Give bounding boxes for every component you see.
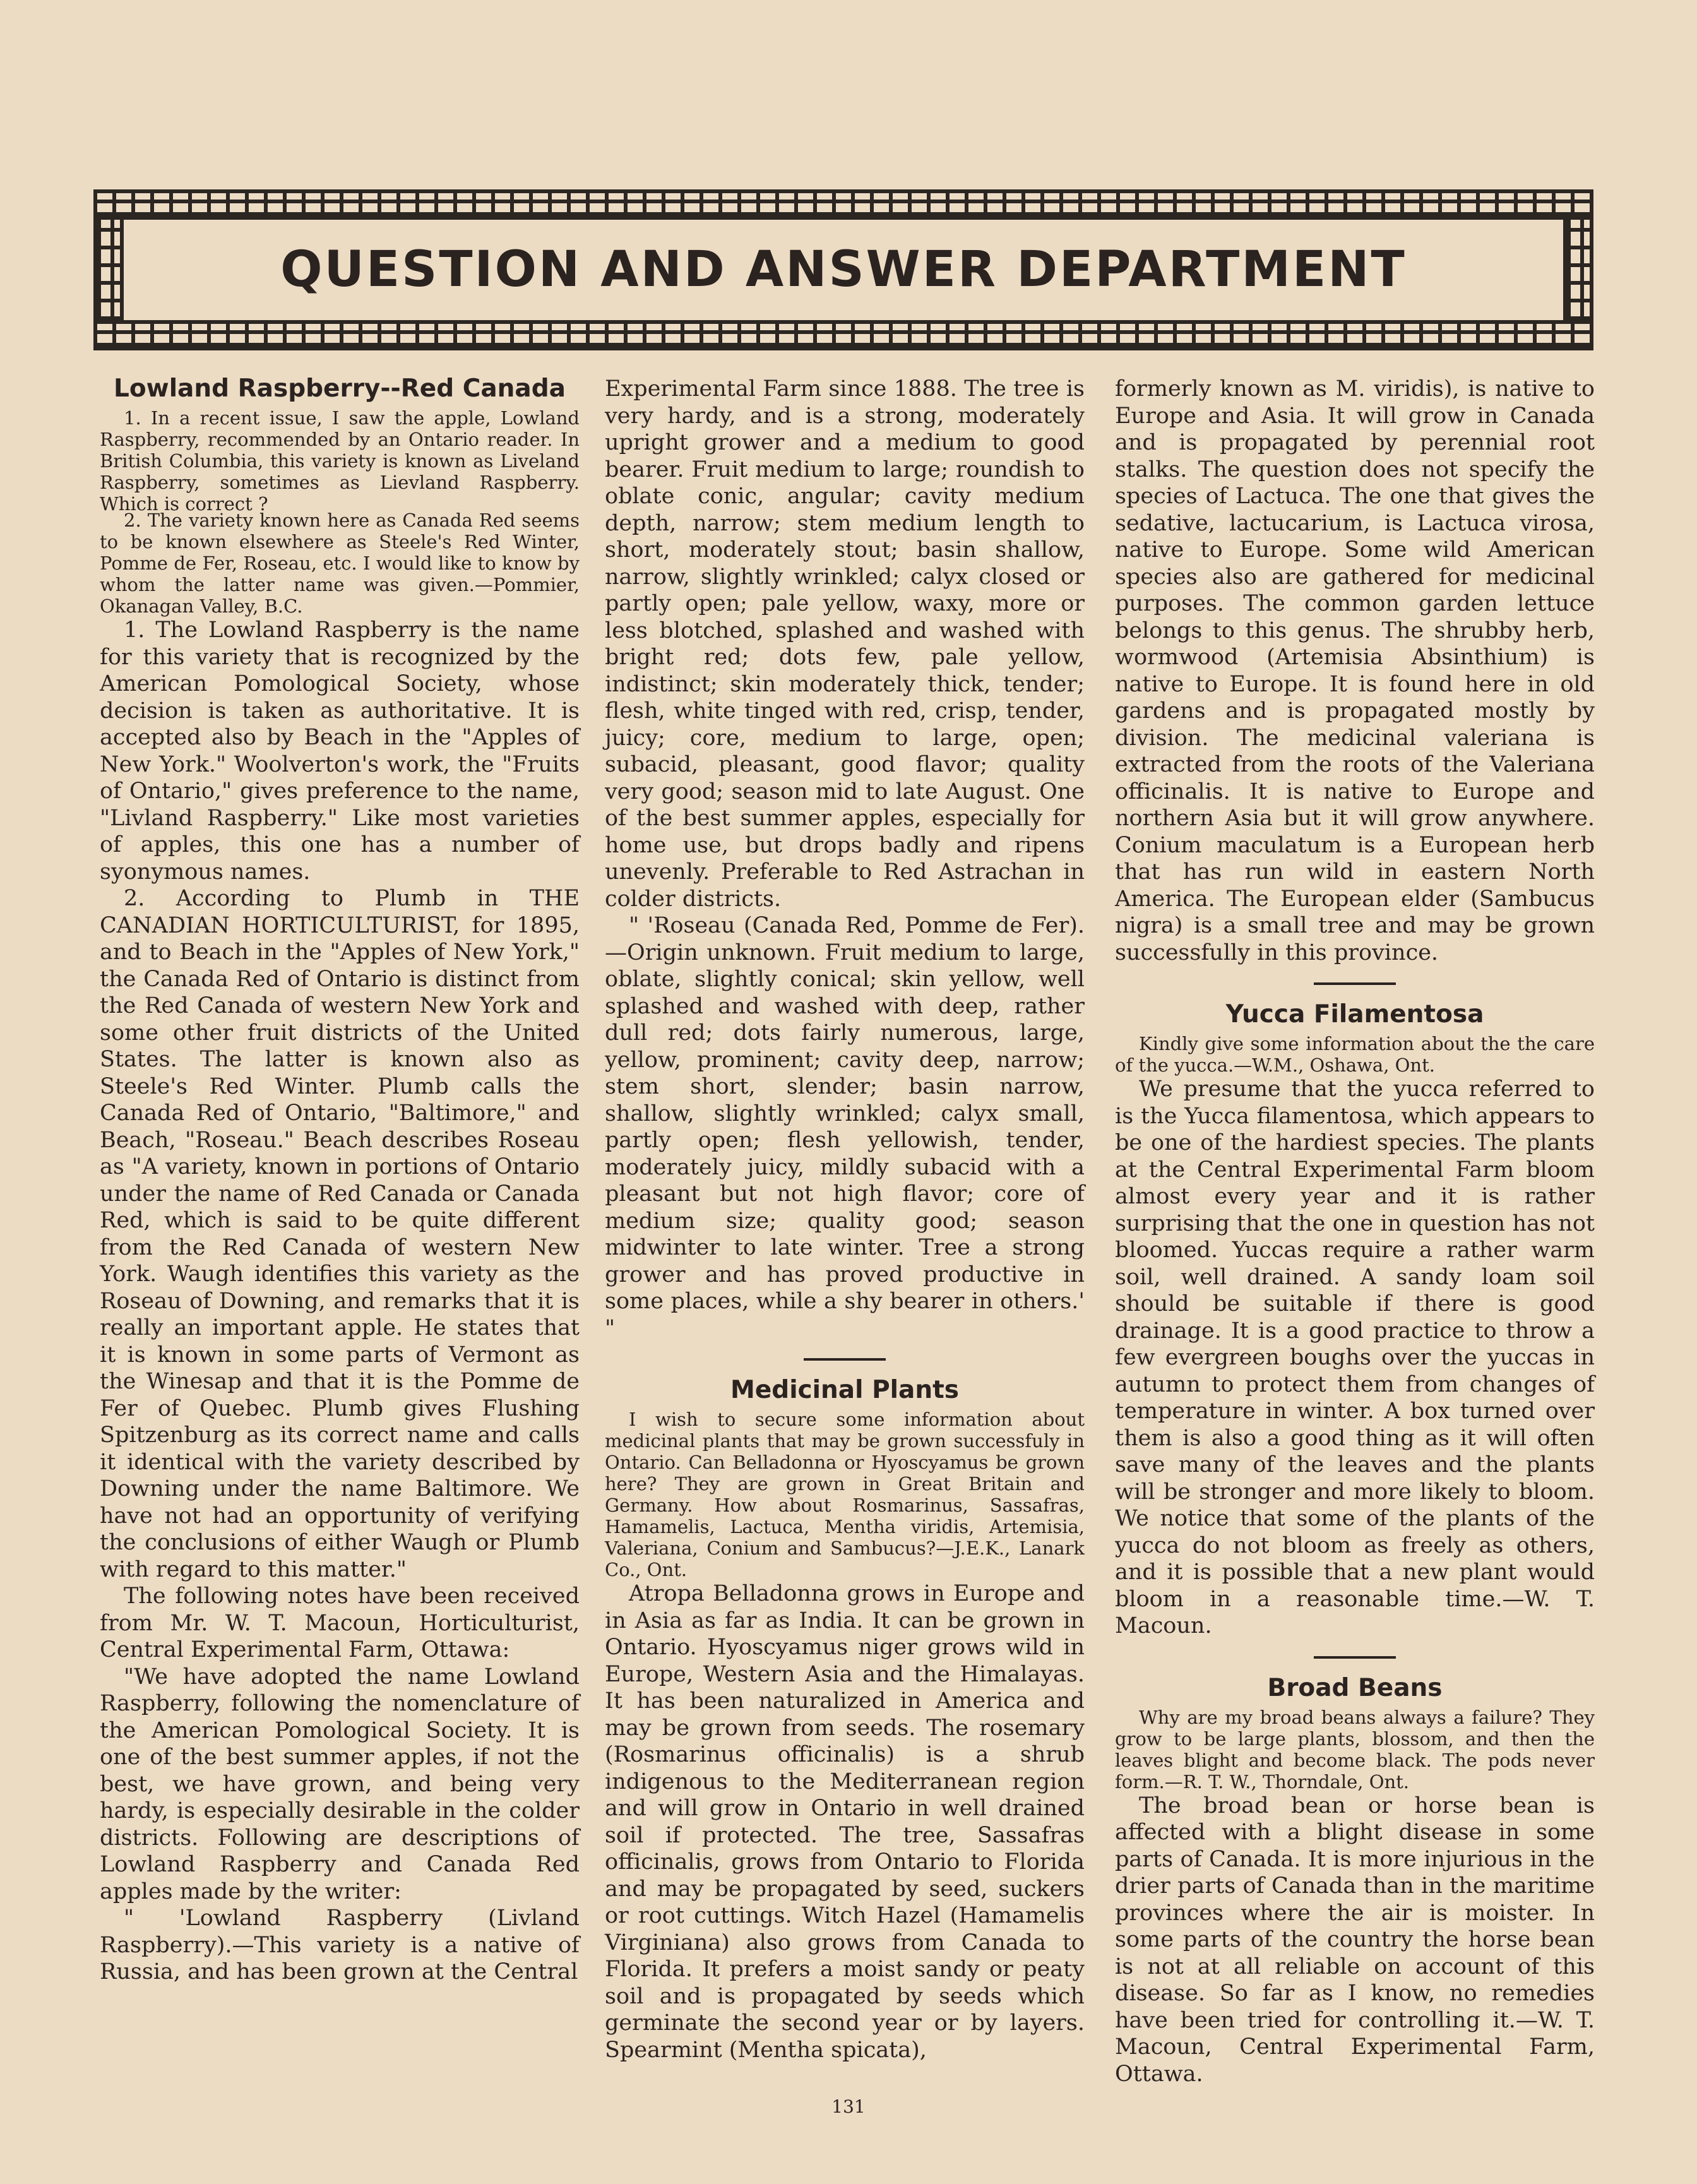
- answer-paragraph: " 'Lowland Raspberry (Livland Raspberry).—This variety is a native of Russia, and has been grown at the Central: [100, 1906, 580, 1984]
- answer-paragraph: "We have adopted the name Lowland Raspberry, following the nomenclature of the American Pomological Society. It is one of the best summer apples, if not the best, we have grown, and being very hardy, is especially desirable in the colder districts. Following are descriptions of Lowland Raspberry and Canada Red apples made by the writer:: [100, 1664, 580, 1904]
- reader-question-1: 1. In a recent issue, I saw the apple, Lowland Raspberry, recommended by an Ontario reader. In British Columbia, this variety is known as Liveland Raspberry, sometimes as Lievland Raspberry. Which is correct ?: [100, 407, 580, 515]
- section-heading-medicinal-plants: Medicinal Plants: [730, 1376, 959, 1404]
- reader-question: Why are my broad beans always a failure? They grow to be large plants, blossom, and then the leaves blight and become black. The pods never form.—R. T. W., Thorndale, Ont.: [1115, 1706, 1595, 1793]
- answer-paragraph: Experimental Farm since 1888. The tree is very hardy, and is a strong, moderately upright grower and a medium to good bearer. Fruit medium to large; roundish to oblate conic, angular; cavity medium depth, narrow; stem medium length to short, moderately stout; basin shallow, narrow, slightly wrinkled; calyx closed or partly open; pale yellow, waxy, more or less blotched, splashed and washed with bright red; dots few, pale yellow, indistinct; skin moderately thick, tender; flesh, white tinged with red, crisp, tender, juicy; core, medium to large, open; subacid, pleasant, good flavor; quality very good; season mid to late August. One of the best summer apples, especially for home use, but drops badly and ripens unevenly. Preferable to Red Astrachan in colder districts.: [605, 376, 1085, 912]
- answer-paragraph: We presume that the yucca referred to is the Yucca filamentosa, which appears to be one of the hardiest species. The plants at the Central Experimental Farm bloom almost every year and it is rather surprising that the one in question has not bloomed. Yuccas require a rather warm soil, well drained. A sandy loam soil should be suitable if there is good drainage. It is a good practice to throw a few evergreen boughs over the yuccas in autumn to protect them from changes of temperature in winter. A box turned over them is also a good thing as it will often save many of the leaves and the plants will be stronger and more likely to bloom. We notice that some of the plants of the yucca do not bloom as freely as others, and it is possible that a new plant would bloom in a reasonable time.—W. T. Macoun.: [1115, 1077, 1595, 1638]
- section-heading-lowland-raspberry: Lowland Raspberry--Red Canada: [114, 374, 566, 403]
- section-divider: [804, 1358, 886, 1361]
- column-2: [605, 376, 1085, 2063]
- column-3: [1115, 376, 1595, 2087]
- column-1: [100, 376, 580, 1986]
- section-heading-broad-beans: Broad Beans: [1267, 1673, 1443, 1702]
- fret-border-top: [93, 189, 1593, 220]
- section-divider: [1314, 1656, 1396, 1659]
- reader-question-2: 2. The variety known here as Canada Red seems to be known elsewhere as Steele's Red Winter, Pomme de Fer, Roseau, etc. I would like to know by whom the latter name was given.—Pommier, Okanagan Valley, B.C.: [100, 510, 580, 617]
- department-banner: [93, 189, 1593, 350]
- answer-paragraph: Atropa Belladonna grows in Europe and in Asia as far as India. It can be grown in Ontario. Hyoscyamus niger grows wild in Europe, Western Asia and the Himalayas. It has been naturalized in America and may be grown from seeds. The rosemary (Rosmarinus officinalis) is a shrub indigenous to the Mediterranean region and will grow in Ontario in well drained soil if protected. The tree, Sassafras officinalis, grows from Ontario to Florida and may be propagated by seed, suckers or root cuttings. Witch Hazel (Hamamelis Virginiana) also grows from Canada to Florida. It prefers a moist sandy or peaty soil and is propagated by seeds which germinate the second year or by layers. Spearmint (Mentha spicata),: [605, 1581, 1085, 2063]
- answer-paragraph: formerly known as M. viridis), is native to Europe and Asia. It will grow in Canada and is propagated by perennial root stalks. The question does not specify the species of Lactuca. The one that gives the sedative, lactucarium, is Lactuca virosa, native to Europe. Some wild American species also are gathered for medicinal purposes. The common garden lettuce belongs to this genus. The shrubby herb, wormwood (Artemisia Absinthium) is native to Europe. It is found here in old gardens and is propagated mostly by division. The medicinal valeriana is extracted from the roots of the Valeriana officinalis. It is native to Europe and northern Asia but it will grow anywhere. Conium maculatum is a European herb that has run wild in eastern North America. The European elder (Sambucus nigra) is a small tree and may be grown successfully in this province.: [1115, 376, 1595, 965]
- section-divider: [1314, 982, 1396, 985]
- department-title: QUESTION AND ANSWER DEPARTMENT: [280, 241, 1407, 298]
- answer-paragraph: 2. According to Plumb in THE CANADIAN HORTICULTURIST, for 1895, and to Beach in the "Apples of New York," the Canada Red of Ontario is distinct from the Red Canada of western New York and some other fruit districts of the United States. The latter is known also as Steele's Red Winter. Plumb calls the Canada Red of Ontario, "Baltimore," and Beach, "Roseau." Beach describes Roseau as "A variety, known in portions of Ontario under the name of Red Canada or Canada Red, which is said to be quite different from the Red Canada of western New York. Waugh identifies this variety as the Roseau of Downing, and remarks that it is really an important apple. He states that it is known in some parts of Vermont as the Winesap and that it is the Pomme de Fer of Quebec. Plumb gives Flushing Spitzenburg as its correct name and calls it identical with the variety described by Downing under the name Baltimore. We have not had an opportunity of verifying the conclusions of either Waugh or Plumb with regard to this matter.": [100, 886, 580, 1582]
- fret-border-right: [1563, 220, 1593, 320]
- answer-paragraph: The broad bean or horse bean is affected with a blight disease in some parts of Canada. It is more injurious in the drier parts of Canada than in the maritime provinces where the air is moister. In some parts of the country the horse bean is not at all reliable on account of this disease. So far as I know, no remedies have been tried for controlling it.—W. T. Macoun, Central Experimental Farm, Ottawa.: [1115, 1793, 1595, 2087]
- answer-paragraph: The following notes have been received from Mr. W. T. Macoun, Horticulturist, Central Experimental Farm, Ottawa:: [100, 1584, 580, 1662]
- reader-question: Kindly give some information about the the care of the yucca.—W.M., Oshawa, Ont.: [1115, 1033, 1595, 1076]
- section-heading-yucca: Yucca Filamentosa: [1225, 1000, 1484, 1029]
- answer-paragraph: 1. The Lowland Raspberry is the name for this variety that is recognized by the American Pomological Society, whose decision is taken as authoritative. It is accepted also by Beach in the "Apples of New York." Woolverton's work, the "Fruits of Ontario," gives preference to the name, "Livland Raspberry." Like most varieties of apples, this one has a number of syonymous names.: [100, 618, 580, 885]
- answer-paragraph: " 'Roseau (Canada Red, Pomme de Fer).—Origin unknown. Fruit medium to large, oblate, slightly conical; skin yellow, well splashed and washed with deep, rather dull red; dots fairly numerous, large, yellow, prominent; cavity deep, narrow; stem short, slender; basin narrow, shallow, slightly wrinkled; calyx small, partly open; flesh yellowish, tender, moderately juicy, mildly subacid with a pleasant but not high flavor; core of medium size; quality good; season midwinter to late winter. Tree a strong grower and has proved productive in some places, while a shy bearer in others.' ": [605, 913, 1085, 1341]
- fret-border-left: [93, 220, 124, 320]
- reader-question: I wish to secure some information about medicinal plants that may be grown successfuly in Ontario. Can Belladonna or Hyoscyamus be grown here? They are grown in Great Britain and Germany. How about Rosmarinus, Sassafras, Hamamelis, Lactuca, Mentha viridis, Artemisia, Valeriana, Conium and Sambucus?—J.E.K., Lanark Co., Ont.: [605, 1409, 1085, 1580]
- page-number: 131: [831, 2096, 866, 2117]
- fret-border-bottom: [93, 320, 1593, 350]
